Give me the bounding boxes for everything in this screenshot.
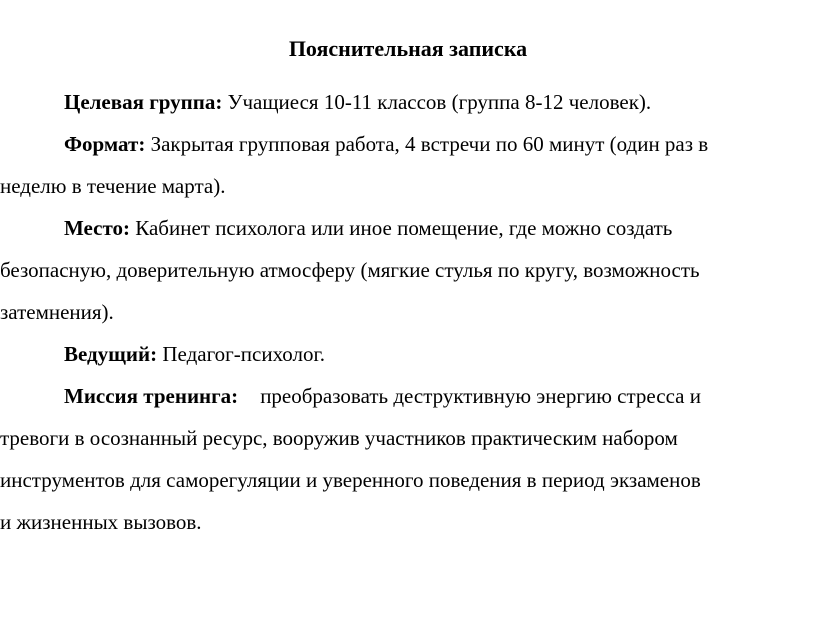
host-label: Ведущий:	[64, 342, 158, 366]
mission-line-4: и жизненных вызовов.	[0, 510, 202, 534]
mission-line-2: тревоги в осознанный ресурс, вооружив участников практическим набором	[0, 426, 678, 450]
place-label: Место:	[64, 216, 130, 240]
mission-line-3: инструментов для саморегуляции и уверенного поведения в период экзаменов	[0, 468, 701, 492]
place-line-1	[64, 214, 672, 242]
mission-text-1: преобразовать деструктивную энергию стресса и	[260, 384, 701, 408]
format-label: Формат:	[64, 132, 146, 156]
target-group-line	[64, 88, 651, 116]
mission-line-1	[64, 382, 701, 410]
place-line-3: затемнения).	[0, 300, 114, 324]
format-line-1	[64, 130, 708, 158]
format-line-2: неделю в течение марта).	[0, 174, 226, 198]
place-text-1: Кабинет психолога или иное помещение, где можно создать	[129, 216, 673, 240]
host-text: Педагог-психолог.	[157, 342, 325, 366]
target-group-label: Целевая группа:	[64, 90, 223, 114]
mission-label: Миссия тренинга:	[64, 384, 239, 408]
format-text-1: Закрытая групповая работа, 4 встречи по 60 минут (один раз в	[145, 132, 709, 156]
place-line-2: безопасную, доверительную атмосферу (мягкие стулья по кругу, возможность	[0, 258, 700, 282]
target-group-text: Учащиеся 10-11 классов (группа 8-12 человек).	[222, 90, 652, 114]
host-line	[64, 340, 325, 368]
page-title: Пояснительная записка	[288, 36, 528, 61]
